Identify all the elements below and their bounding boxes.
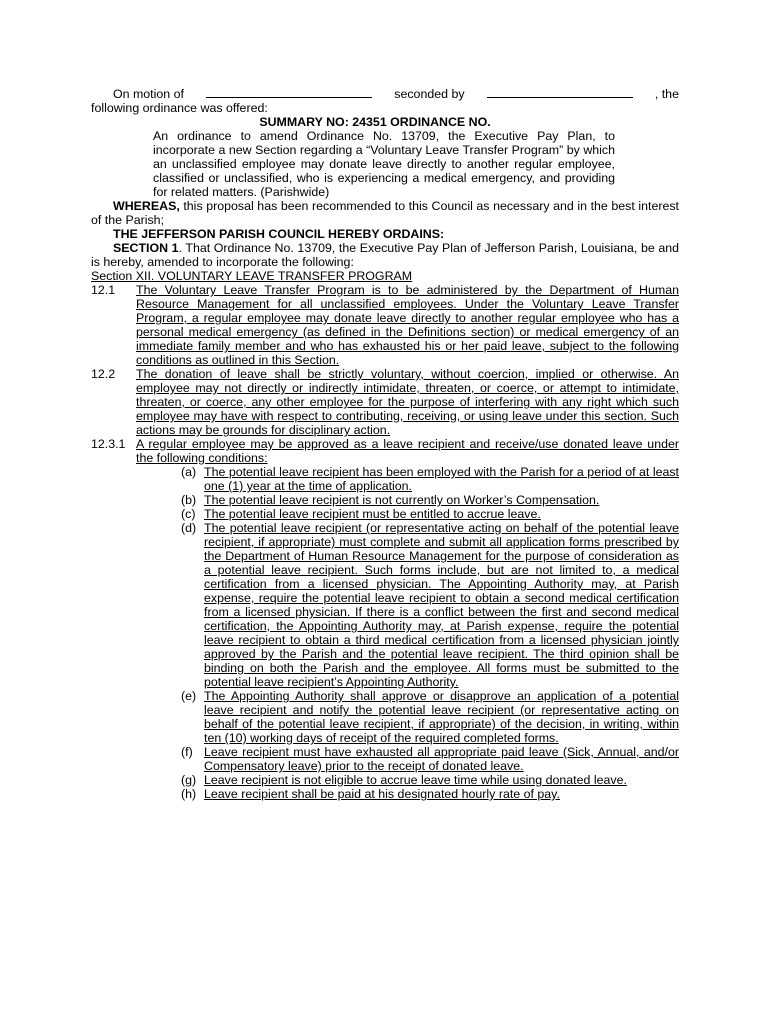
condition-text: The potential leave recipient (or representative acting on behalf of the potential leave recipient, if appropriate) must complete and submit all application forms prescribed by the Department of Human Resource Management for the purpose of consideration as a potential leave recipient. Such forms include, but are not limited to, a medical certification from a licensed physician. The Appointing Authority may, at Parish expense, require the potential leave recipient to obtain a second medical certification from a licensed physician. If there is a conflict between the first and second medical certification, the Appointing Authority may, at Parish expense, require the potential leave recipient to obtain a third medical certification from a licensed physician jointly approved by the Parish and the potential leave recipient. The third opinion shall be binding on both the Parish and the employee. All forms must be submitted to the potential leave recipient’s Appointing Authority. bbox=[204, 521, 679, 689]
offered-line: following ordinance was offered: bbox=[91, 101, 268, 115]
condition-label: (h) bbox=[181, 787, 197, 801]
condition-text: The Appointing Authority shall approve or disapprove an application of a potential leave recipient and notify the potential leave recipient (or representative acting on behalf of the potential leave recipient, if appropriate) of the decision, in writing, within ten (10) working days of receipt of the required completed forms. bbox=[204, 689, 679, 745]
condition-c bbox=[181, 507, 679, 521]
condition-text: Leave recipient is not eligible to accrue leave time while using donated leave. bbox=[204, 773, 627, 787]
ordinance-document bbox=[91, 87, 679, 801]
item-text: A regular employee may be approved as a leave recipient and receive/use donated leave under the following conditions: bbox=[136, 437, 679, 465]
ordains-heading: THE JEFFERSON PARISH COUNCIL HEREBY ORDAINS: bbox=[113, 227, 445, 241]
condition-a bbox=[181, 465, 679, 493]
item-12-2 bbox=[91, 367, 679, 437]
section-1 bbox=[91, 241, 679, 269]
seconded-label: seconded by bbox=[394, 87, 465, 101]
motion-label: On motion of bbox=[113, 87, 184, 101]
condition-text: Leave recipient shall be paid at his designated hourly rate of pay. bbox=[204, 787, 560, 801]
section-1-text: . That Ordinance No. 13709, the Executive Pay Plan of Jefferson Parish, Louisiana, be and is hereby, amended to incorporate the following: bbox=[91, 241, 679, 269]
item-text: The Voluntary Leave Transfer Program is to be administered by the Department of Human Resource Management for all unclassified employees. Under the Voluntary Leave Transfer Program, a regular employee may donate leave directly to another regular employee who has a personal medical emergency (as defined in the Definitions section) or medical emergency of an immediate family member and who has exhausted his or her paid leave, subject to the following conditions as outlined in this Section. bbox=[136, 283, 679, 367]
seconder-blank bbox=[487, 87, 633, 98]
summary-text: An ordinance to amend Ordinance No. 13709, the Executive Pay Plan, to incorporate a new Section regarding a “Voluntary Leave Transfer Program” by which an unclassified employee may donate leave directly to another regular employee, classified or unclassified, who is experiencing a medical emergency, and providing for related matters. (Parishwide) bbox=[153, 129, 615, 199]
item-number: 12.2 bbox=[91, 367, 116, 381]
condition-g bbox=[181, 773, 679, 787]
condition-e bbox=[181, 689, 679, 745]
whereas-clause bbox=[91, 199, 679, 227]
section-1-label: SECTION 1 bbox=[113, 241, 179, 255]
condition-label: (f) bbox=[181, 745, 193, 759]
condition-d bbox=[181, 521, 679, 689]
summary-title: SUMMARY NO: 24351 ORDINANCE NO. bbox=[259, 115, 491, 129]
condition-h bbox=[181, 787, 679, 801]
condition-text: The potential leave recipient is not currently on Worker’s Compensation. bbox=[204, 493, 600, 507]
item-12-3-1 bbox=[91, 437, 679, 465]
item-12-1 bbox=[91, 283, 679, 367]
motion-line bbox=[91, 87, 679, 101]
mover-blank bbox=[206, 87, 372, 98]
item-number: 12.3.1 bbox=[91, 437, 126, 451]
item-number: 12.1 bbox=[91, 283, 116, 297]
condition-text: The potential leave recipient must be entitled to accrue leave. bbox=[204, 507, 541, 521]
whereas-text: this proposal has been recommended to this Council as necessary and in the best interest of the Parish; bbox=[91, 199, 679, 227]
section-xii-title: Section XII. VOLUNTARY LEAVE TRANSFER PROGRAM bbox=[91, 269, 413, 283]
condition-b bbox=[181, 493, 679, 507]
condition-label: (e) bbox=[181, 689, 197, 703]
condition-label: (d) bbox=[181, 521, 197, 535]
motion-the: , the bbox=[654, 87, 679, 101]
condition-text: The potential leave recipient has been employed with the Parish for a period of at least one (1) year at the time of application. bbox=[204, 465, 679, 493]
item-text: The donation of leave shall be strictly voluntary, without coercion, implied or otherwise. An employee may not directly or indirectly intimidate, threaten, or coerce, or attempt to intimidate, threaten, or coerce, any other employee for the purpose of interfering with any right which such employee may have with respect to contributing, receiving, or using leave under this section. Such actions may be grounds for disciplinary action. bbox=[136, 367, 679, 437]
whereas-label: WHEREAS, bbox=[113, 199, 180, 213]
condition-label: (a) bbox=[181, 465, 197, 479]
condition-label: (b) bbox=[181, 493, 197, 507]
condition-f bbox=[181, 745, 679, 773]
condition-text: Leave recipient must have exhausted all appropriate paid leave (Sick, Annual, and/or Compensatory leave) prior to the receipt of donated leave. bbox=[204, 745, 679, 773]
condition-label: (c) bbox=[181, 507, 196, 521]
condition-label: (g) bbox=[181, 773, 197, 787]
